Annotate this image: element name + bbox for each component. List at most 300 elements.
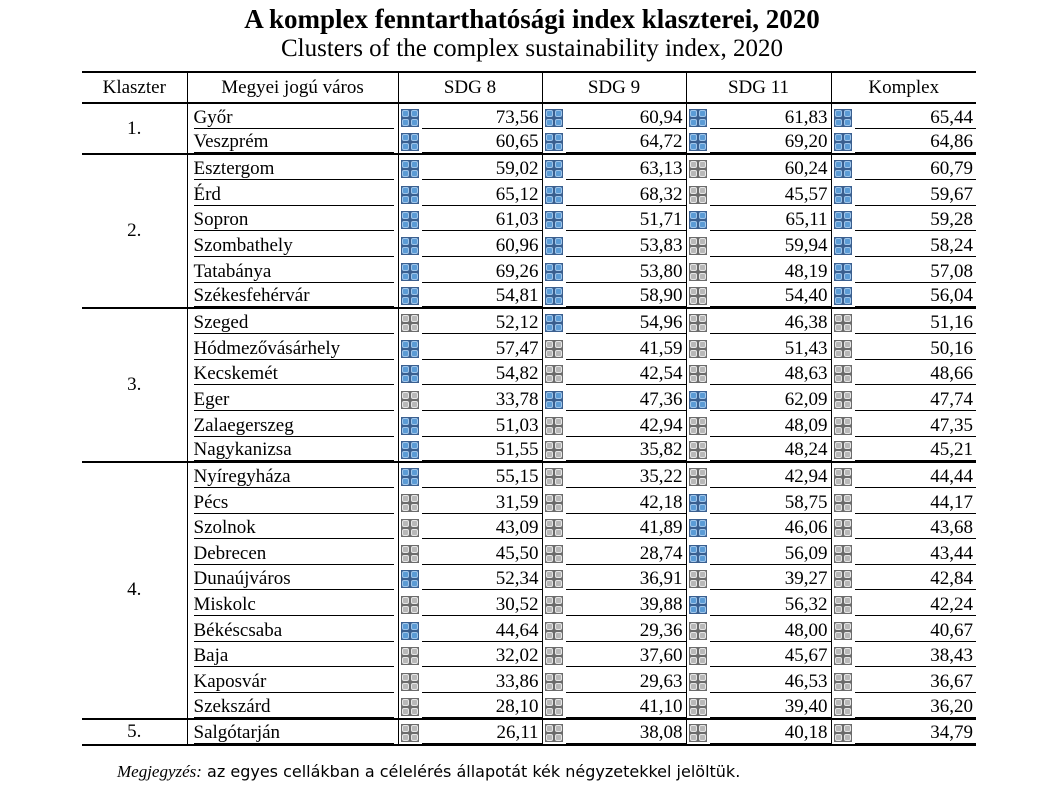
goal-not-achieved-square-icon — [834, 673, 852, 691]
complex-value: 64,86 — [855, 132, 977, 153]
sdg11-value: 45,57 — [710, 185, 831, 206]
goal-not-achieved-square-icon — [689, 468, 707, 486]
goal-achieved-square-icon — [689, 519, 707, 537]
goal-not-achieved-square-icon — [689, 647, 707, 665]
complex-cell — [831, 667, 976, 693]
table-row — [82, 590, 976, 616]
sdg11-cell — [686, 693, 831, 719]
sdg8-value: 51,55 — [422, 440, 542, 461]
goal-achieved-square-icon — [545, 160, 563, 178]
sdg11-value: 48,09 — [710, 416, 831, 437]
sdg8-value: 69,26 — [422, 262, 542, 283]
sdg8-cell — [398, 411, 542, 437]
header-complex: Komplex — [831, 72, 976, 103]
complex-cell — [831, 257, 976, 283]
city-cell — [187, 385, 398, 411]
sdg9-value: 38,08 — [566, 723, 686, 744]
sdg8-cell — [398, 206, 542, 232]
sdg11-value: 56,09 — [710, 544, 831, 565]
goal-not-achieved-square-icon — [545, 441, 563, 459]
complex-cell — [831, 693, 976, 719]
sdg9-cell — [542, 590, 686, 616]
sdg8-cell — [398, 616, 542, 642]
sdg8-cell — [398, 308, 542, 334]
sdg9-cell — [542, 154, 686, 180]
city-cell — [187, 360, 398, 386]
sdg9-cell — [542, 283, 686, 309]
complex-value: 36,67 — [855, 672, 977, 693]
goal-not-achieved-square-icon — [834, 314, 852, 332]
goal-not-achieved-square-icon — [834, 545, 852, 563]
goal-not-achieved-square-icon — [401, 596, 419, 614]
goal-achieved-square-icon — [401, 417, 419, 435]
sdg8-value: 54,82 — [422, 364, 542, 385]
goal-achieved-square-icon — [689, 596, 707, 614]
goal-achieved-square-icon — [689, 391, 707, 409]
goal-not-achieved-square-icon — [689, 263, 707, 281]
sdg11-cell — [686, 590, 831, 616]
sdg8-cell — [398, 385, 542, 411]
sdg8-cell — [398, 360, 542, 386]
city-name: Nyíregyháza — [194, 467, 394, 488]
city-cell — [187, 590, 398, 616]
table-row — [82, 360, 976, 386]
sdg9-cell — [542, 488, 686, 514]
goal-not-achieved-square-icon — [689, 698, 707, 716]
sdg11-cell — [686, 257, 831, 283]
complex-cell — [831, 385, 976, 411]
goal-achieved-square-icon — [689, 211, 707, 229]
goal-achieved-square-icon — [689, 133, 707, 151]
city-name: Győr — [194, 108, 394, 129]
sdg9-cell — [542, 180, 686, 206]
goal-achieved-square-icon — [834, 133, 852, 151]
city-cell — [187, 206, 398, 232]
sdg8-value: 45,50 — [422, 544, 542, 565]
complex-value: 47,35 — [855, 416, 977, 437]
goal-achieved-square-icon — [834, 109, 852, 127]
city-name: Szeged — [194, 313, 394, 334]
sdg11-value: 48,24 — [710, 440, 831, 461]
city-name: Kecskemét — [194, 364, 394, 385]
goal-not-achieved-square-icon — [401, 698, 419, 716]
sdg8-value: 61,03 — [422, 210, 542, 231]
sdg8-value: 55,15 — [422, 467, 542, 488]
sdg8-value: 54,81 — [422, 286, 542, 307]
sdg9-cell — [542, 231, 686, 257]
goal-not-achieved-square-icon — [689, 365, 707, 383]
sdg11-cell — [686, 437, 831, 463]
sdg9-cell — [542, 129, 686, 155]
city-name: Szekszárd — [194, 697, 394, 718]
complex-cell — [831, 539, 976, 565]
goal-achieved-square-icon — [545, 237, 563, 255]
goal-not-achieved-square-icon — [401, 494, 419, 512]
sdg8-cell — [398, 129, 542, 155]
sdg11-value: 59,94 — [710, 236, 831, 257]
table-row — [82, 565, 976, 591]
table-body — [82, 103, 976, 745]
goal-achieved-square-icon — [834, 237, 852, 255]
sdg9-value: 41,89 — [566, 518, 686, 539]
table-row — [82, 488, 976, 514]
sdg9-value: 29,36 — [566, 621, 686, 642]
complex-cell — [831, 462, 976, 488]
goal-achieved-square-icon — [689, 109, 707, 127]
complex-cell — [831, 514, 976, 540]
city-name: Salgótarján — [194, 723, 394, 744]
goal-achieved-square-icon — [401, 287, 419, 305]
goal-achieved-square-icon — [401, 186, 419, 204]
sdg11-value: 48,63 — [710, 364, 831, 385]
city-name: Miskolc — [194, 595, 394, 616]
city-name: Esztergom — [194, 159, 394, 180]
city-cell — [187, 283, 398, 309]
table-row — [82, 385, 976, 411]
sdg11-cell — [686, 514, 831, 540]
complex-cell — [831, 180, 976, 206]
sdg11-value: 45,67 — [710, 646, 831, 667]
sdg8-cell — [398, 590, 542, 616]
sdg8-value: 51,03 — [422, 416, 542, 437]
sdg8-value: 31,59 — [422, 493, 542, 514]
sdg11-value: 60,24 — [710, 159, 831, 180]
table-row — [82, 308, 976, 334]
complex-cell — [831, 437, 976, 463]
cluster-label: 2. — [82, 154, 187, 308]
complex-cell — [831, 231, 976, 257]
complex-value: 43,44 — [855, 544, 977, 565]
table-row — [82, 231, 976, 257]
goal-achieved-square-icon — [545, 287, 563, 305]
footnote — [117, 761, 740, 783]
city-cell — [187, 308, 398, 334]
sdg8-cell — [398, 488, 542, 514]
complex-value: 56,04 — [855, 286, 977, 307]
sdg9-cell — [542, 514, 686, 540]
complex-cell — [831, 334, 976, 360]
city-cell — [187, 719, 398, 745]
sdg9-value: 41,59 — [566, 339, 686, 360]
sdg9-value: 42,94 — [566, 416, 686, 437]
goal-not-achieved-square-icon — [689, 237, 707, 255]
complex-cell — [831, 488, 976, 514]
sdg8-cell — [398, 180, 542, 206]
city-name: Pécs — [194, 493, 394, 514]
sdg11-value: 39,27 — [710, 569, 831, 590]
complex-value: 60,79 — [855, 159, 977, 180]
city-name: Kaposvár — [194, 672, 394, 693]
table-row — [82, 154, 976, 180]
sdg11-cell — [686, 154, 831, 180]
table-row — [82, 180, 976, 206]
sdg8-value: 32,02 — [422, 646, 542, 667]
goal-achieved-square-icon — [401, 340, 419, 358]
sdg8-cell — [398, 154, 542, 180]
sdg8-value: 60,65 — [422, 132, 542, 153]
city-cell — [187, 231, 398, 257]
city-cell — [187, 257, 398, 283]
sdg9-cell — [542, 462, 686, 488]
table-row — [82, 283, 976, 309]
city-cell — [187, 642, 398, 668]
goal-not-achieved-square-icon — [545, 468, 563, 486]
city-name: Debrecen — [194, 544, 394, 565]
goal-not-achieved-square-icon — [545, 622, 563, 640]
goal-achieved-square-icon — [401, 365, 419, 383]
city-cell — [187, 103, 398, 129]
sdg9-cell — [542, 693, 686, 719]
sdg11-cell — [686, 462, 831, 488]
goal-not-achieved-square-icon — [834, 494, 852, 512]
sdg9-value: 29,63 — [566, 672, 686, 693]
goal-achieved-square-icon — [545, 263, 563, 281]
goal-not-achieved-square-icon — [834, 622, 852, 640]
complex-value: 34,79 — [855, 723, 977, 744]
sdg8-cell — [398, 437, 542, 463]
complex-value: 44,17 — [855, 493, 977, 514]
table-row — [82, 437, 976, 463]
sdg9-cell — [542, 565, 686, 591]
sdg9-value: 63,13 — [566, 159, 686, 180]
sdg8-cell — [398, 719, 542, 745]
sdg8-value: 43,09 — [422, 518, 542, 539]
goal-achieved-square-icon — [834, 211, 852, 229]
goal-achieved-square-icon — [401, 160, 419, 178]
complex-cell — [831, 308, 976, 334]
table-row — [82, 514, 976, 540]
header-cluster: Klaszter — [102, 77, 166, 98]
sdg8-cell — [398, 257, 542, 283]
city-name: Székesfehérvár — [194, 286, 394, 307]
goal-not-achieved-square-icon — [834, 647, 852, 665]
goal-not-achieved-square-icon — [545, 545, 563, 563]
document-subtitle: Clusters of the complex sustainability index, 2020 — [280, 35, 783, 62]
sdg11-value: 65,11 — [710, 210, 831, 231]
goal-not-achieved-square-icon — [545, 340, 563, 358]
goal-not-achieved-square-icon — [834, 441, 852, 459]
sdg11-value: 69,20 — [710, 132, 831, 153]
goal-not-achieved-square-icon — [834, 340, 852, 358]
sdg9-value: 42,18 — [566, 493, 686, 514]
goal-not-achieved-square-icon — [834, 365, 852, 383]
sdg8-value: 52,34 — [422, 569, 542, 590]
goal-achieved-square-icon — [834, 287, 852, 305]
sdg9-value: 35,22 — [566, 467, 686, 488]
complex-value: 48,66 — [855, 364, 977, 385]
city-name: Sopron — [194, 210, 394, 231]
sdg11-cell — [686, 488, 831, 514]
sdg9-cell — [542, 334, 686, 360]
goal-achieved-square-icon — [401, 570, 419, 588]
sdg11-cell — [686, 103, 831, 129]
goal-not-achieved-square-icon — [401, 673, 419, 691]
goal-not-achieved-square-icon — [401, 391, 419, 409]
sdg9-value: 64,72 — [566, 132, 686, 153]
city-cell — [187, 154, 398, 180]
complex-value: 40,67 — [855, 621, 977, 642]
sdg8-value: 59,02 — [422, 159, 542, 180]
table-row — [82, 257, 976, 283]
goal-not-achieved-square-icon — [834, 570, 852, 588]
goal-achieved-square-icon — [545, 133, 563, 151]
header-city: Megyei jogú város — [187, 72, 398, 103]
sdg9-value: 47,36 — [566, 390, 686, 411]
goal-not-achieved-square-icon — [689, 287, 707, 305]
complex-value: 44,44 — [855, 467, 977, 488]
complex-cell — [831, 565, 976, 591]
sdg11-cell — [686, 411, 831, 437]
complex-value: 36,20 — [855, 697, 977, 718]
complex-value: 59,67 — [855, 185, 977, 206]
city-cell — [187, 539, 398, 565]
complex-value: 65,44 — [855, 108, 977, 129]
sdg9-cell — [542, 103, 686, 129]
sdg11-cell — [686, 180, 831, 206]
sdg11-value: 51,43 — [710, 339, 831, 360]
goal-achieved-square-icon — [834, 160, 852, 178]
city-cell — [187, 514, 398, 540]
header-row — [82, 72, 976, 103]
sdg9-cell — [542, 411, 686, 437]
table-row — [82, 103, 976, 129]
city-cell — [187, 462, 398, 488]
goal-achieved-square-icon — [689, 494, 707, 512]
goal-achieved-square-icon — [401, 133, 419, 151]
city-name: Veszprém — [194, 132, 394, 153]
sdg9-cell — [542, 719, 686, 745]
city-cell — [187, 129, 398, 155]
complex-value: 58,24 — [855, 236, 977, 257]
complex-cell — [831, 616, 976, 642]
sdg9-cell — [542, 667, 686, 693]
sdg11-value: 46,53 — [710, 672, 831, 693]
sdg9-value: 36,91 — [566, 569, 686, 590]
table-row — [82, 334, 976, 360]
city-name: Hódmezővásárhely — [194, 339, 394, 360]
table-row — [82, 411, 976, 437]
sdg11-value: 56,32 — [710, 595, 831, 616]
complex-cell — [831, 360, 976, 386]
goal-not-achieved-square-icon — [834, 417, 852, 435]
sdg9-cell — [542, 206, 686, 232]
cluster-table — [82, 71, 976, 746]
sdg8-cell — [398, 334, 542, 360]
goal-achieved-square-icon — [545, 211, 563, 229]
table-row — [82, 667, 976, 693]
footnote-label: Megjegyzés: — [117, 762, 202, 781]
sdg9-cell — [542, 642, 686, 668]
goal-not-achieved-square-icon — [401, 314, 419, 332]
sdg11-cell — [686, 334, 831, 360]
complex-value: 45,21 — [855, 440, 977, 461]
city-name: Tatabánya — [194, 262, 394, 283]
complex-cell — [831, 129, 976, 155]
sdg9-value: 35,82 — [566, 440, 686, 461]
goal-not-achieved-square-icon — [689, 724, 707, 742]
city-name: Zalaegerszeg — [194, 416, 394, 437]
sdg9-value: 58,90 — [566, 286, 686, 307]
sdg9-value: 53,80 — [566, 262, 686, 283]
goal-not-achieved-square-icon — [545, 570, 563, 588]
goal-not-achieved-square-icon — [834, 596, 852, 614]
goal-achieved-square-icon — [401, 263, 419, 281]
sdg9-cell — [542, 539, 686, 565]
city-cell — [187, 616, 398, 642]
goal-achieved-square-icon — [401, 211, 419, 229]
goal-not-achieved-square-icon — [401, 724, 419, 742]
goal-achieved-square-icon — [545, 186, 563, 204]
sdg8-value: 52,12 — [422, 313, 542, 334]
sdg11-value: 46,06 — [710, 518, 831, 539]
complex-cell — [831, 154, 976, 180]
goal-not-achieved-square-icon — [545, 494, 563, 512]
header-sdg9: SDG 9 — [542, 72, 686, 103]
city-name: Érd — [194, 185, 394, 206]
header-sdg8: SDG 8 — [398, 72, 542, 103]
goal-not-achieved-square-icon — [545, 519, 563, 537]
complex-value: 59,28 — [855, 210, 977, 231]
goal-not-achieved-square-icon — [689, 441, 707, 459]
goal-achieved-square-icon — [834, 263, 852, 281]
sdg8-value: 26,11 — [422, 723, 542, 744]
sdg11-cell — [686, 385, 831, 411]
sdg11-value: 54,40 — [710, 286, 831, 307]
goal-not-achieved-square-icon — [834, 698, 852, 716]
city-name: Baja — [194, 646, 394, 667]
sdg8-cell — [398, 642, 542, 668]
city-name: Szombathely — [194, 236, 394, 257]
footnote-text: az egyes cellákban a célelérés állapotát kék négyzetekkel jelöltük. — [201, 762, 741, 781]
complex-value: 38,43 — [855, 646, 977, 667]
sdg9-value: 41,10 — [566, 697, 686, 718]
cluster-label: 4. — [82, 462, 187, 719]
city-cell — [187, 488, 398, 514]
city-name: Eger — [194, 390, 394, 411]
goal-not-achieved-square-icon — [689, 314, 707, 332]
sdg8-value: 65,12 — [422, 185, 542, 206]
goal-achieved-square-icon — [401, 109, 419, 127]
complex-value: 42,24 — [855, 595, 977, 616]
sdg9-cell — [542, 360, 686, 386]
goal-achieved-square-icon — [834, 186, 852, 204]
sdg11-value: 46,38 — [710, 313, 831, 334]
sdg8-value: 30,52 — [422, 595, 542, 616]
city-name: Dunaújváros — [194, 569, 394, 590]
city-cell — [187, 693, 398, 719]
sdg9-cell — [542, 616, 686, 642]
sdg9-cell — [542, 257, 686, 283]
goal-not-achieved-square-icon — [545, 365, 563, 383]
sdg11-cell — [686, 642, 831, 668]
sdg11-cell — [686, 129, 831, 155]
sdg9-cell — [542, 437, 686, 463]
sdg9-value: 42,54 — [566, 364, 686, 385]
sdg8-cell — [398, 539, 542, 565]
goal-achieved-square-icon — [401, 622, 419, 640]
goal-achieved-square-icon — [401, 441, 419, 459]
cluster-label: 1. — [82, 103, 187, 154]
sdg11-value: 58,75 — [710, 493, 831, 514]
complex-cell — [831, 719, 976, 745]
complex-value: 51,16 — [855, 313, 977, 334]
goal-not-achieved-square-icon — [545, 724, 563, 742]
goal-not-achieved-square-icon — [545, 647, 563, 665]
sdg11-value: 61,83 — [710, 108, 831, 129]
cluster-label: 3. — [82, 308, 187, 462]
complex-cell — [831, 103, 976, 129]
sdg9-value: 68,32 — [566, 185, 686, 206]
